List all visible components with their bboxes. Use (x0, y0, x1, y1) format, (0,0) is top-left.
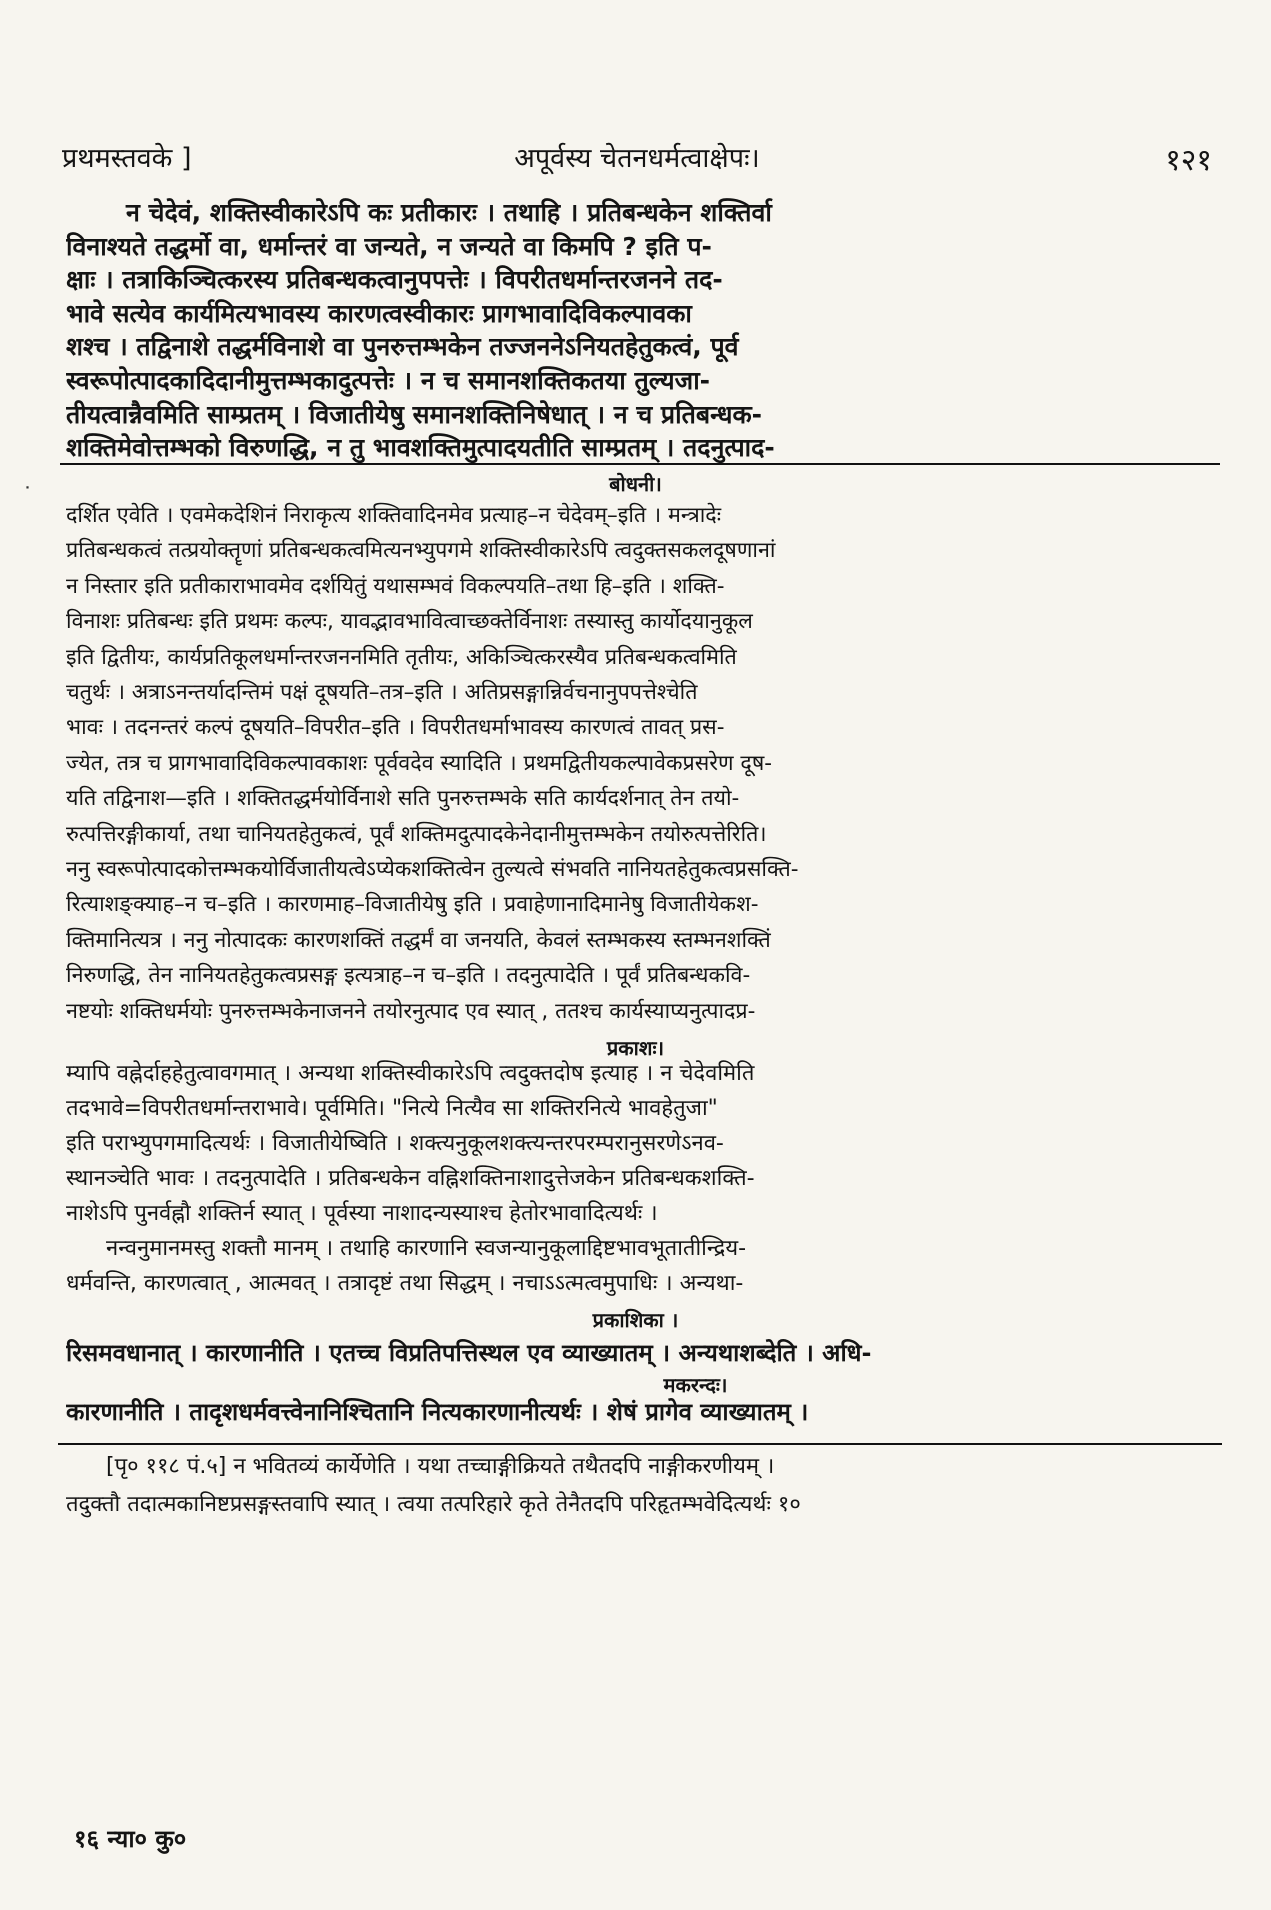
commentary-line: क्तिमानित्यत्र । ननु नोत्पादकः कारणशक्तिं तद्धर्मं वा जनयति, केवलं स्तम्भकस्य स्तम्भनशक्तिं (66, 927, 771, 953)
commentary-line: दर्शित एवेति । एवमेकदेशिनं निराकृत्य शक्तिवादिनमेव प्रत्याह–न चेदेवम्–इति । मन्त्रादेः (66, 503, 722, 528)
main-line: शश्च । तद्विनाशे तद्धर्मविनाशे वा पुनरुत्तम्भकेन तज्जननेऽनियतहेतुकत्वं, पूर्व (66, 332, 739, 362)
running-head (62, 138, 1212, 178)
commentary-line: स्थानञ्चेति भावः । तदनुत्पादेति । प्रतिबन्धकेन वह्निशक्तिनाशादुत्तेजकेन प्रतिबन्धकशक्ति- (66, 1166, 755, 1191)
main-text (66, 196, 1212, 465)
main-line: क्षाः । तत्राकिञ्चित्करस्य प्रतिबन्धकत्वानुपपत्तेः । विपरीतधर्मान्तरजनने तद- (66, 265, 723, 295)
makaranda-heading: मकरन्दः। (663, 1373, 728, 1397)
commentary-line: रुत्पत्तिरङ्गीकार्या, तथा चानियतहेतुकत्वं, पूर्वं शक्तिमदुत्पादकेनेदानीमुत्तम्भकेन तयोरुत्पत्तेरिति। (66, 821, 767, 847)
commentary-line: निरुणद्धि, तेन नानियतहेतुकत्वप्रसङ्ग इत्यत्राह–न च–इति । तदनुत्पादेति । पूर्वं प्रतिबन्धकवि- (66, 963, 751, 989)
footnote-line: तदुक्तौ तदात्मकानिष्टप्रसङ्गस्तवापि स्यात् । त्वया तत्परिहारे कृते तेनैतदपि परिहृतम्भवेदित्यर्थः १० (66, 1492, 801, 1517)
page-title: अपूर्वस्य चेतनधर्मत्वाक्षेपः। (514, 143, 760, 174)
signature-mark: १६ न्या० कु० (74, 1825, 187, 1853)
footnote-line: [पृ० ११८ पं.५] न भवितव्यं कार्येणेति । यथा तच्चाङ्गीक्रियते तथैतदपि नाङ्गीकरणीयम् । (106, 1454, 775, 1479)
commentary-line: नष्टयोः शक्तिधर्मयोः पुनरुत्तम्भकेनाजनने तयोरनुत्पाद एव स्यात् , ततश्च कार्यस्याप्यनुत्पादप्र- (66, 998, 756, 1024)
commentary-line: न निस्तार इति प्रतीकाराभावमेव दर्शयितुं यथासम्भवं विकल्पयति–तथा हि–इति । शक्ति- (66, 573, 725, 599)
commentary-line: यति तद्विनाश—इति । शक्तितद्धर्मयोर्विनाशे सति पुनरुत्तम्भके सति कार्यदर्शनात् तेन तयो- (66, 786, 740, 812)
commentary-line: विनाशः प्रतिबन्धः इति प्रथमः कल्पः, यावद्भावभावित्वाच्छक्तेर्विनाशः तस्यास्तु कार्योदयानुकूल (66, 609, 753, 635)
main-line: शक्तिमेवोत्तम्भको विरुणद्धि, न तु भावशक्तिमुत्पादयतीति साम्प्रतम् । तदनुत्पाद- (66, 433, 775, 463)
main-line: भावे सत्येव कार्यमित्यभावस्य कारणत्वस्वीकारः प्रागभावादिविकल्पावका (66, 298, 692, 328)
commentary-line: इति द्वितीयः, कार्यप्रतिकूलधर्मान्तरजननमिति तृतीयः, अकिञ्चित्करस्यैव प्रतिबन्धकत्वमिति (66, 644, 737, 670)
page-number: १२१ (1165, 143, 1212, 178)
section-label: प्रथमस्तवके ] (62, 143, 192, 174)
main-line: न चेदेवं, शक्तिस्वीकारेऽपि कः प्रतीकारः । तथाहि । प्रतिबन्धकेन शक्तिर्वा (126, 198, 772, 227)
commentary-line: नन्वनुमानमस्तु शक्तौ मानम् । तथाहि कारणानि स्वजन्यानुकूलाद्दिष्टभावभूतातीन्द्रिय- (106, 1236, 747, 1261)
bodhani-heading: बोधनी। (609, 472, 662, 496)
commentary-line: ज्येत, तत्र च प्रागभावादिविकल्पावकाशः पूर्ववदेव स्यादिति । प्रथमद्वितीयकल्पावेकप्रसरेण दूष- (66, 750, 773, 776)
makaranda-commentary (66, 1393, 1212, 1431)
commentary-line: इति पराभ्युपगमादित्यर्थः । विजातीयेष्विति । शक्त्यनुकूलशक्त्यन्तरपरम्परानुसरणेऽनव- (66, 1131, 724, 1156)
commentary-line: तदभावे=विपरीतधर्मान्तराभावे। पूर्वमिति। "नित्ये नित्यैव सा शक्तिरनित्ये भावहेतुजा" (66, 1096, 718, 1121)
commentary-line: प्रतिबन्धकत्वं तत्प्रयोक्तॄणां प्रतिबन्धकत्वमित्यनभ्युपगमे शक्तिस्वीकारेऽपि त्वदुक्तसकलदूषणानां (66, 538, 776, 564)
margin-mark: ˙ (22, 484, 33, 509)
bodhani-commentary (66, 498, 1212, 1029)
section-divider (60, 463, 1220, 465)
commentary-line: भावः । तदनन्तरं कल्पं दूषयति–विपरीत–इति । विपरीतधर्माभावस्य कारणत्वं तावत् प्रस- (66, 715, 725, 741)
commentary-line: रिसमवधानात् । कारणानीति । एतच्च विप्रतिपत्तिस्थल एव व्याख्यातम् । अन्यथाशब्देति । अधि- (66, 1339, 872, 1367)
prakashika-commentary (66, 1334, 1212, 1372)
commentary-line: म्यापि वह्नेर्दाहहेतुत्वावगमात् । अन्यथा शक्तिस्वीकारेऽपि त्वदुक्तदोष इत्याह । न चेदेवमिति (66, 1061, 755, 1086)
commentary-line: चतुर्थः । अत्राऽनन्तर्यादन्तिमं पक्षं दूषयति–तत्र–इति । अतिप्रसङ्गान्निर्वचनानुपपत्तेश्चेति (66, 680, 698, 706)
commentary-line: ननु स्वरूपोत्पादकोत्तम्भकयोर्विजातीयत्वेऽप्येकशक्तित्वेन तुल्यत्वे संभवति नानियतहेतुकत्वप्रसक्ति- (66, 857, 799, 883)
main-line: स्वरूपोत्पादकादिदानीमुत्तम्भकादुत्पत्तेः । न च समानशक्तिकतया तुल्यजा- (66, 365, 711, 395)
commentary-line: धर्मवन्ति, कारणत्वात् , आत्मवत् । तत्रादृष्टं तथा सिद्धम् । नचाऽऽत्मत्वमुपाधिः । अन्यथा- (66, 1271, 744, 1296)
prakasha-heading: प्रकाशः। (606, 1036, 665, 1060)
main-line: विनाश्यते तद्धर्मो वा, धर्मान्तरं वा जन्यते, न जन्यते वा किमपि ? इति प- (66, 231, 712, 261)
commentary-line: कारणानीति । तादृशधर्मवत्त्वेनानिश्चितानि नित्यकारणानीत्यर्थः । शेषं प्रागेव व्याख्यातम् । (66, 1398, 809, 1426)
prakasha-commentary (66, 1056, 1212, 1301)
commentary-line: रित्याशङ्क्याह–न च–इति । कारणमाह–विजातीयेषु इति । प्रवाहेणानादिमानेषु विजातीयेकश- (66, 892, 759, 918)
footnote-divider (58, 1443, 1222, 1445)
footnote (66, 1448, 1212, 1524)
commentary-line: नाशेऽपि पुनर्वह्नौ शक्तिर्न स्यात् । पूर्वस्या नाशादन्यस्याश्च हेतोरभावादित्यर्थः । (66, 1201, 658, 1226)
main-line: तीयत्वान्नैवमिति साम्प्रतम् । विजातीयेषु समानशक्तिनिषेधात् । न च प्रतिबन्धक- (66, 399, 763, 429)
prakashika-heading: प्रकाशिका । (592, 1308, 679, 1332)
